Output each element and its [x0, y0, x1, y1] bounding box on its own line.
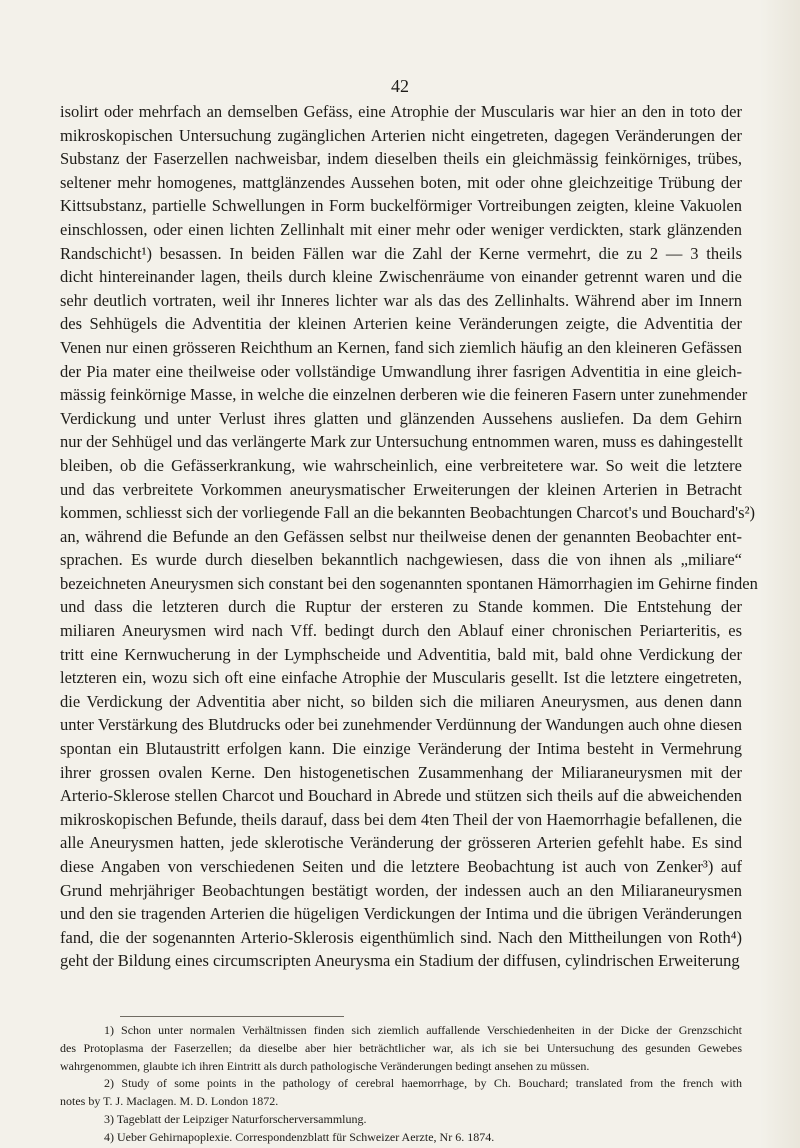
text-line: ihrer grossen ovalen Kerne. Den histogenetischen Zusammenhang der Miliaraneurysmen mit der — [60, 762, 742, 782]
text-line: unter Verstärkung des Blutdrucks oder bei zunehmender Verdünnung der Wandungen auch ohne diesen — [60, 715, 742, 735]
text-line: Verdickung und unter Verlust ihres glatten und glänzenden Aussehens ausliefen. Da dem Gehirn — [60, 408, 742, 428]
footnote-line: wahrgenommen, glaubte ich ihren Eintritt als durch pathologische Veränderungen bedingt ansehen zu müssen. — [60, 1058, 590, 1073]
text-line: und den sie tragenden Arterien die hügeligen Verdickungen der Intima und die übrigen Veränderungen — [60, 904, 742, 924]
text-line: und dass die letzteren durch die Ruptur der ersteren zu Stande kommen. Die Entstehung der — [60, 597, 742, 617]
text-line: sehr deutlich vortraten, weil ihr Inneres lichter war als das des Zellinhalts. Während aber im Innern — [60, 290, 742, 310]
main-text — [60, 100, 758, 973]
page-number: 42 — [391, 76, 409, 96]
footnote-line: notes by T. J. Maclagen. M. D. London 1872. — [60, 1094, 279, 1109]
page-edge-shadow — [760, 0, 800, 1148]
text-line: mässig feinkörnige Masse, in welche die einzelnen derberen wie die feineren Fasern unter zunehmender — [60, 385, 748, 405]
text-line: Kittsubstanz, partielle Schwellungen in Form buckelförmiger Vortreibungen zeigten, kleine Vakuolen — [60, 196, 742, 216]
text-line: mikroskopischen Befunde, theils darauf, dass bei dem 4ten Theil der von Haemorrhagie befallenen, die — [60, 809, 742, 829]
text-line: dicht hintereinander lagen, theils durch kleine Zwischenräume von einander getrennt waren und die — [60, 267, 742, 287]
text-line: alle Aneurysmen hatten, jede sklerotische Veränderung der grösseren Arterien gefehlt habe. Es sind — [60, 833, 742, 853]
text-line: die Verdickung der Adventitia aber nicht, so bilden sich die miliaren Aneurysmen, aus denen dann — [60, 691, 742, 711]
text-line: geht der Bildung eines circumscripten Aneurysma ein Stadium der diffusen, cylindrischen Erweiterung — [60, 951, 740, 971]
text-line: spontan ein Blutaustritt erfolgen kann. Die einzige Veränderung der Intima besteht in Vermehrung — [60, 739, 742, 759]
text-line: mikroskopischen Untersuchung zugänglichen Arterien nicht eingetreten, dagegen Veränderungen der — [60, 125, 742, 145]
text-line: bezeichneten Aneurysmen sich constant bei den sogenannten spontanen Hämorrhagien im Gehirne finden — [60, 573, 758, 593]
text-line: diese Angaben von verschiedenen Seiten und die letztere Beobachtung ist auch von Zenker³) auf — [60, 857, 742, 876]
text-line: nur der Sehhügel und das verlängerte Mark zur Untersuchung entnommen waren, muss es dahingestellt — [60, 432, 743, 452]
text-line: Arterio-Sklerose stellen Charcot und Bouchard in Abrede und stützen sich theils auf die abweichenden — [60, 786, 742, 806]
footnote-line: 3) Tageblatt der Leipziger Naturforscherversammlung. — [104, 1111, 367, 1126]
text-line: letzteren ein, wozu sich oft eine einfache Atrophie der Muscularis gesellt. Ist die letztere eingetreten, — [60, 668, 742, 688]
text-line: bleiben, ob die Gefässerkrankung, wie wahrscheinlich, eine verbreitetere war. So weit die letztere — [60, 455, 742, 475]
text-line: Substanz der Faserzellen nachweisbar, indem dieselben theils ein gleichmässig feinkörniges, trübes, — [60, 149, 742, 169]
text-line: und das verbreitete Vorkommen aneurysmatischer Erweiterungen der kleinen Arterien in Betracht — [60, 479, 742, 499]
text-line: miliaren Aneurysmen wird nach Vff. bedingt durch den Ablauf einer chronischen Periarteritis, es — [60, 621, 742, 641]
footnote-1 — [60, 1022, 742, 1075]
text-line: isolirt oder mehrfach an demselben Gefäss, eine Atrophie der Muscularis war hier an den in toto der — [60, 102, 742, 121]
footnote-3 — [60, 1111, 742, 1129]
text-line: sprachen. Es wurde durch dieselben bekanntlich nachgewiesen, dass die von ihnen als „miliare“ — [60, 550, 742, 570]
text-line: fand, die der sogenannten Arterio-Sklerosis eigenthümlich sind. Nach den Mittheilungen von Roth⁴) — [60, 927, 742, 947]
footnote-line: des Protoplasma der Faserzellen; da dieselbe aber hier beträchtlicher war, als ich sie bei Untersuchung des gesunden Gewebes — [60, 1040, 742, 1055]
text-line: Grund mehrjähriger Beobachtungen bestätigt worden, der indessen auch an den Miliaraneurysmen — [60, 880, 742, 900]
footnote-2 — [60, 1075, 742, 1111]
footnote-line: 1) Schon unter normalen Verhältnissen finden sich ziemlich auffallende Verschiedenheiten in der Dicke der Grenzschicht — [104, 1023, 742, 1037]
text-line: des Sehhügels die Adventitia der kleinen Arterien keine Veränderungen zeigte, die Adventitia der — [60, 314, 742, 334]
text-line: Venen nur einen grösseren Reichthum an Kernen, fand sich ziemlich häufig an den kleineren Gefässen — [60, 337, 742, 357]
text-line: an, während die Befunde an den Gefässen selbst nur theilweise denen der genannten Beobachter ent- — [60, 526, 742, 546]
text-line: tritt eine Kernwucherung in der Lymphscheide und Adventitia, bald mit, bald ohne Verdickung der — [60, 644, 742, 664]
footnote-line: 4) Ueber Gehirnapoplexie. Correspondenzblatt für Schweizer Aerzte, Nr 6. 1874. — [104, 1129, 495, 1144]
footnote-divider — [120, 1016, 344, 1017]
footnotes — [60, 1022, 742, 1147]
text-line: der Pia mater eine theilweise oder vollständige Umwandlung ihrer fasrigen Adventitia in eine gleich- — [60, 361, 742, 381]
text-line: Randschicht¹) besassen. In beiden Fällen war die Zahl der Kerne vermehrt, die zu 2 — 3 theils — [60, 243, 742, 263]
footnote-4 — [60, 1129, 742, 1147]
text-line: kommen, schliesst sich der vorliegende Fall an die bekannten Beobachtungen Charcot's und Bouchard's²) — [60, 503, 756, 523]
footnote-line: 2) Study of some points in the pathology of cerebral haemorrhage, by Ch. Bouchard; translated from the french with — [104, 1076, 742, 1091]
text-line: einschlossen, oder einen lichten Zellinhalt mit einer mehr oder weniger verdickten, stark glänzenden — [60, 219, 742, 239]
text-line: seltener mehr homogenes, mattglänzendes Aussehen boten, mit oder ohne gleichzeitige Trübung der — [60, 172, 742, 192]
